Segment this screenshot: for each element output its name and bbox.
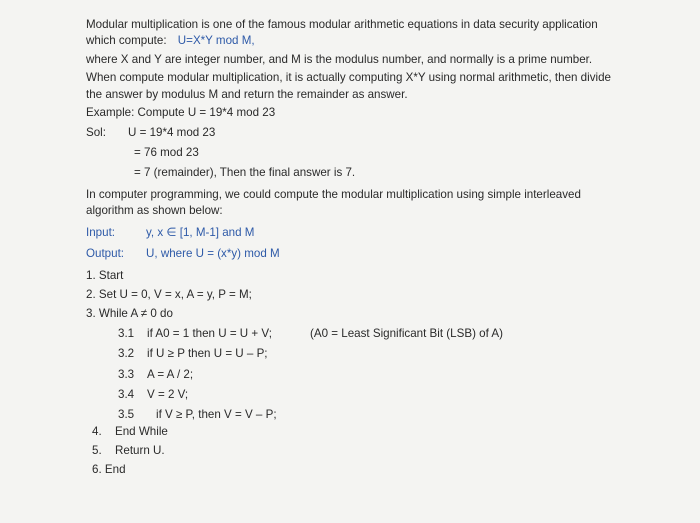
algo-step-3-1-number: 3.1 [118,327,135,340]
intro-line-2 [86,33,255,48]
algo-step-5: Return U. [115,444,165,457]
intro-line-1: Modular multiplication is one of the famous modular arithmetic equations in data security application [86,18,598,31]
algo-step-3-4: V = 2 V; [147,388,189,401]
programming-line-2: algorithm as shown below: [86,204,223,217]
algo-step-4: End While [115,425,168,438]
algo-step-3-4-number: 3.4 [118,388,135,401]
algo-step-4-number: 4. [92,425,102,438]
algo-step-3-5: if V ≥ P, then V = V – P; [156,408,277,421]
example-title: Example: Compute U = 19*4 mod 23 [86,106,276,119]
algo-step-1: 1. Start [86,269,124,282]
algo-step-3-5-number: 3.5 [118,408,135,421]
algo-step-6: 6. End [92,463,126,476]
compute-label: which compute: [86,34,167,47]
lsb-note: (A0 = Least Significant Bit (LSB) of A) [310,327,504,340]
solution-step-2: = 76 mod 23 [134,146,199,159]
algo-step-3-1: if A0 = 1 then U = U + V; [147,327,272,340]
algo-step-3-2-number: 3.2 [118,347,135,360]
algo-step-2: 2. Set U = 0, V = x, A = y, P = M; [86,288,252,301]
solution-step-3: = 7 (remainder), Then the final answer is 7. [134,166,356,179]
algo-step-3-3-number: 3.3 [118,368,135,381]
input-value: y, x ∈ [1, M-1] and M [146,226,255,239]
input-label: Input: [86,226,116,239]
output-value: U, where U = (x*y) mod M [146,247,280,260]
algo-step-5-number: 5. [92,444,102,457]
output-label: Output: [86,247,125,260]
solution-step-1: U = 19*4 mod 23 [128,126,216,139]
intro-line-4: When compute modular multiplication, it is actually computing X*Y using normal arithmetic, then divide [86,71,611,84]
intro-line-3: where X and Y are integer number, and M is the modulus number, and normally is a prime number. [86,53,593,66]
algo-step-3-2: if U ≥ P then U = U – P; [147,347,268,360]
intro-line-5: the answer by modulus M and return the remainder as answer. [86,88,408,101]
algo-step-3: 3. While A ≠ 0 do [86,307,173,320]
formula-text: U=X*Y mod M, [177,34,255,47]
algo-step-3-3: A = A / 2; [147,368,194,381]
programming-line-1: In computer programming, we could compute the modular multiplication using simple interleaved [86,188,581,201]
solution-label: Sol: [86,126,106,139]
